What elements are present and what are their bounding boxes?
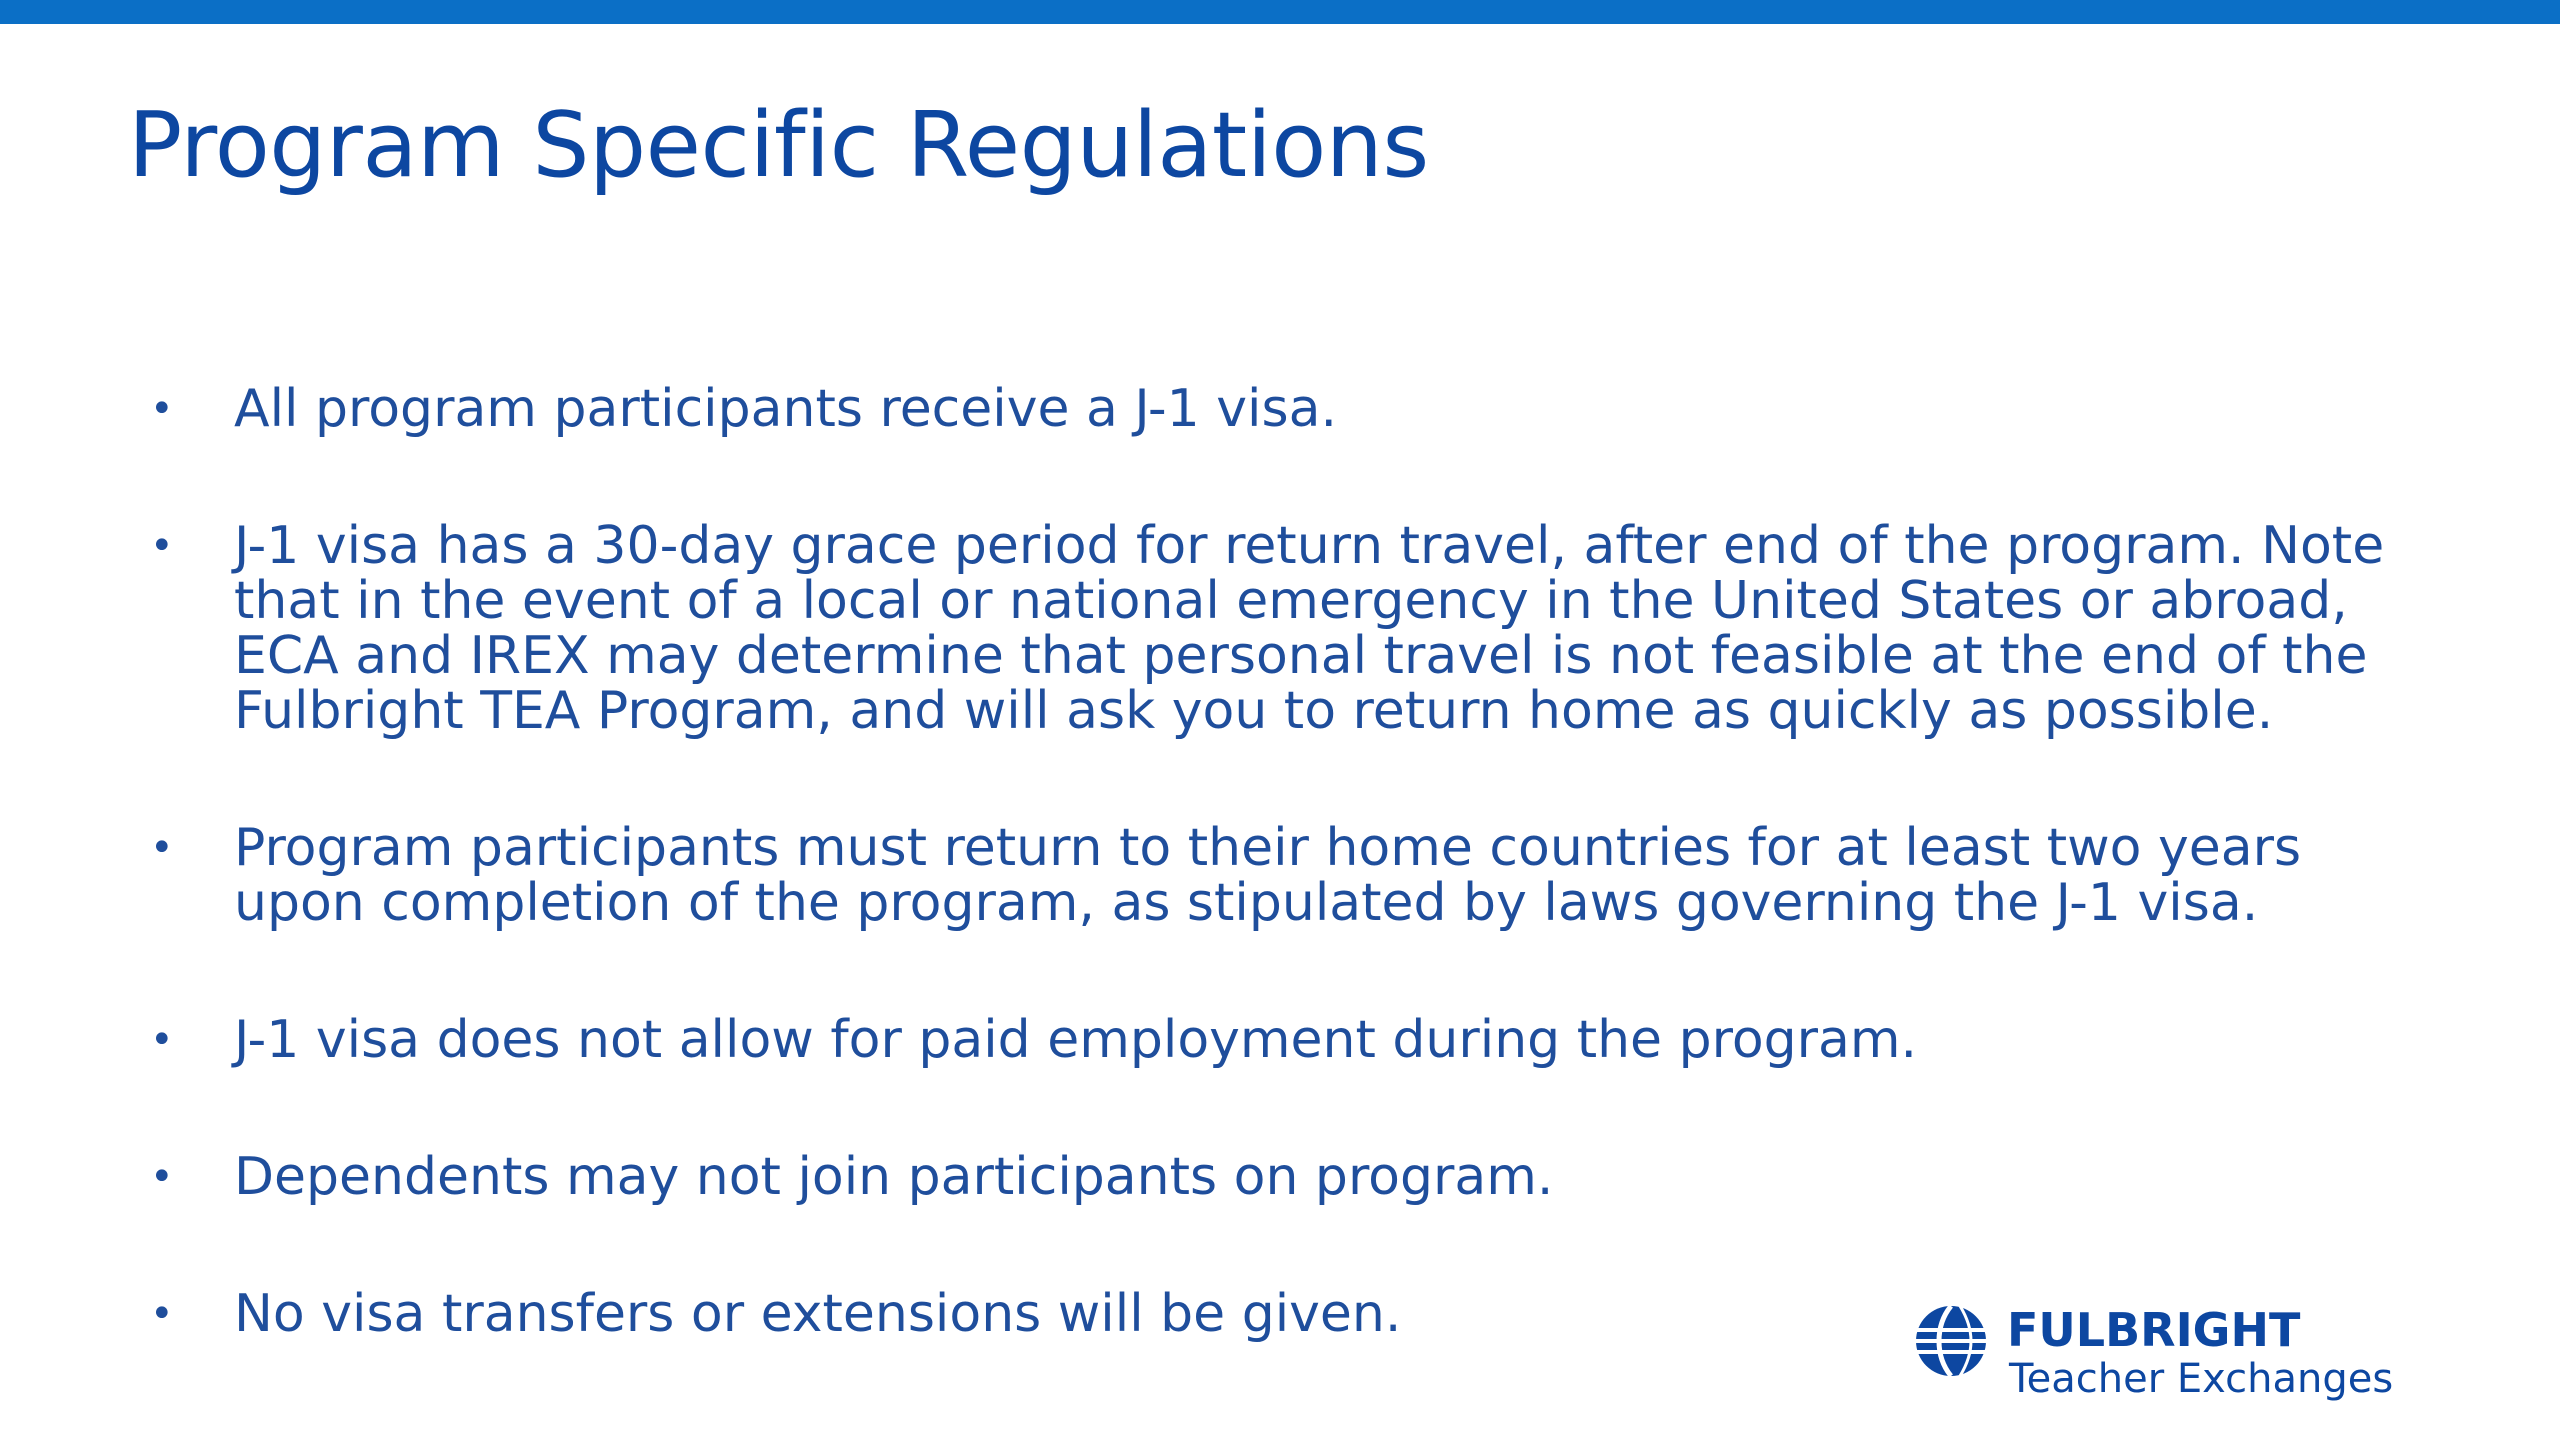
bullet-symbol: • — [150, 1017, 174, 1063]
logo-wordmark: FULBRIGHT — [2007, 1303, 2301, 1357]
bullet-text: J-1 visa does not allow for paid employment during the program. — [234, 1010, 1918, 1070]
top-accent-bar — [0, 0, 2560, 24]
bullet-item — [150, 516, 2430, 741]
bullet-text: All program participants receive a J-1 visa. — [234, 379, 1337, 439]
bullet-text: No visa transfers or extensions will be given. — [234, 1284, 1402, 1344]
bullet-item — [150, 1010, 2430, 1070]
bullet-symbol: • — [150, 1291, 174, 1337]
regulations-list — [150, 379, 2430, 1424]
slide-title: Program Specific Regulations — [128, 93, 1429, 198]
bullet-text: J-1 visa has a 30-day grace period for return travel, after end of the program. Note that in the event of a local or national emergency in the United States or abroad, ECA and IREX may determine that personal travel is not feasible at the end of the Fulbright TEA Program, and will ask you to return home as quickly as possible. — [234, 516, 2385, 741]
bullet-item — [150, 1147, 2430, 1207]
bullet-symbol: • — [150, 1154, 174, 1200]
globe-icon — [1915, 1305, 1987, 1377]
bullet-symbol: • — [150, 386, 174, 432]
logo-subtitle: Teacher Exchanges — [2009, 1356, 2394, 1402]
bullet-symbol: • — [150, 523, 174, 569]
bullet-symbol: • — [150, 825, 174, 871]
bullet-text: Dependents may not join participants on program. — [234, 1147, 1554, 1207]
fulbright-logo — [1915, 1297, 2435, 1415]
bullet-item — [150, 818, 2430, 933]
bullet-item — [150, 379, 2430, 439]
bullet-text: Program participants must return to their home countries for at least two years upon completion of the program, as stipulated by laws governing the J-1 visa. — [234, 818, 2302, 933]
